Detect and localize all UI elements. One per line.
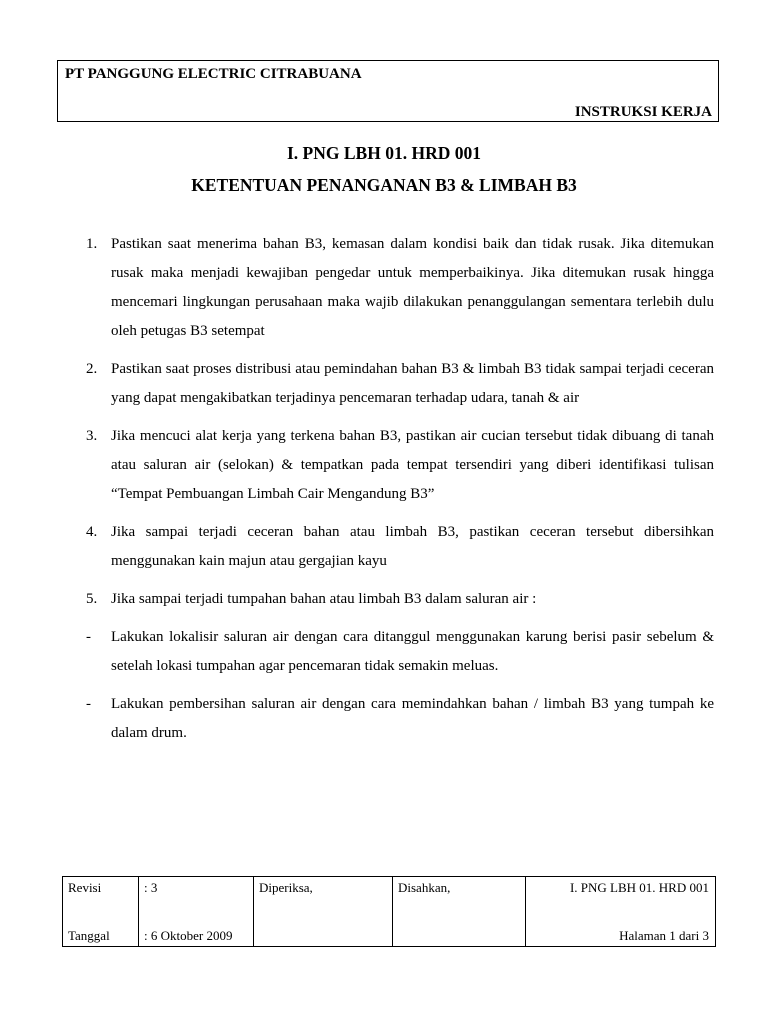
list-marker: 3. bbox=[86, 428, 98, 444]
list-item bbox=[86, 518, 714, 576]
diperiksa-label: Diperiksa, bbox=[259, 880, 313, 895]
doc-info-cell bbox=[526, 877, 716, 947]
list-item-text: Lakukan lokalisir saluran air dengan cara ditanggul menggunakan karung berisi pasir sebelum & setelah lokasi tumpahan agar pencemaran tidak semakin meluas. bbox=[111, 629, 714, 674]
list-item-text: Pastikan saat menerima bahan B3, kemasan dalam kondisi baik dan tidak rusak. Jika ditemukan rusak maka menjadi kewajiban pengedar untuk memperbaikinya. Jika ditemukan rusak hingga mencemari lingkungan perusahaan maka wajib dilakukan penanggulangan sementara terlebih dulu oleh petugas B3 setempat bbox=[111, 236, 714, 339]
list-item-text: Jika mencuci alat kerja yang terkena bahan B3, pastikan air cucian tersebut tidak dibuang di tanah atau saluran air (selokan) & tempatkan pada tempat tersendiri yang diberi identifikasi tulisan “Tempat Pembuangan Limbah Cair Mengandung B3” bbox=[111, 428, 714, 502]
footer-value-cell bbox=[139, 877, 254, 947]
list-item-text: Pastikan saat proses distribusi atau pemindahan bahan B3 & limbah B3 tidak sampai terjadi ceceran yang dapat mengakibatkan terjadinya pencemaran terhadap udara, tanah & air bbox=[111, 361, 714, 406]
list-marker: 2. bbox=[86, 361, 98, 377]
document-title: KETENTUAN PENANGANAN B3 & LIMBAH B3 bbox=[191, 175, 577, 195]
footer-label-cell bbox=[63, 877, 139, 947]
list-marker: 5. bbox=[86, 591, 98, 607]
list-item-text: Jika sampai terjadi ceceran bahan atau limbah B3, pastikan ceceran tersebut dibersihkan menggunakan kain majun atau gergajian kayu bbox=[111, 524, 714, 569]
list-item bbox=[86, 690, 714, 748]
document-header-box bbox=[57, 60, 719, 122]
footer-table bbox=[62, 876, 716, 947]
disahkan-label: Disahkan, bbox=[398, 880, 451, 895]
list-marker: 1. bbox=[86, 236, 98, 252]
list-item bbox=[86, 422, 714, 509]
list-item-text: Lakukan pembersihan saluran air dengan cara memindahkan bahan / limbah B3 yang tumpah ke dalam drum. bbox=[111, 696, 714, 741]
instruction-list bbox=[86, 230, 714, 757]
list-item bbox=[86, 230, 714, 346]
document-type: INSTRUKSI KERJA bbox=[574, 104, 712, 120]
list-item bbox=[86, 623, 714, 681]
list-marker: 4. bbox=[86, 524, 98, 540]
tanggal-value: : 6 Oktober 2009 bbox=[144, 928, 233, 943]
company-name: PT PANGGUNG ELECTRIC CITRABUANA bbox=[65, 66, 362, 82]
list-marker: - bbox=[86, 629, 91, 645]
tanggal-label: Tanggal bbox=[68, 928, 110, 943]
revisi-value: : 3 bbox=[144, 880, 158, 895]
list-item bbox=[86, 585, 714, 614]
list-item bbox=[86, 355, 714, 413]
diperiksa-cell bbox=[254, 877, 393, 947]
footer-doc-code: I. PNG LBH 01. HRD 001 bbox=[569, 880, 709, 895]
list-marker: - bbox=[86, 696, 91, 712]
disahkan-cell bbox=[393, 877, 526, 947]
document-code: I. PNG LBH 01. HRD 001 bbox=[287, 143, 481, 163]
revisi-label: Revisi bbox=[68, 880, 102, 895]
page-number: Halaman 1 dari 3 bbox=[619, 928, 709, 943]
list-item-text: Jika sampai terjadi tumpahan bahan atau limbah B3 dalam saluran air : bbox=[111, 591, 537, 607]
